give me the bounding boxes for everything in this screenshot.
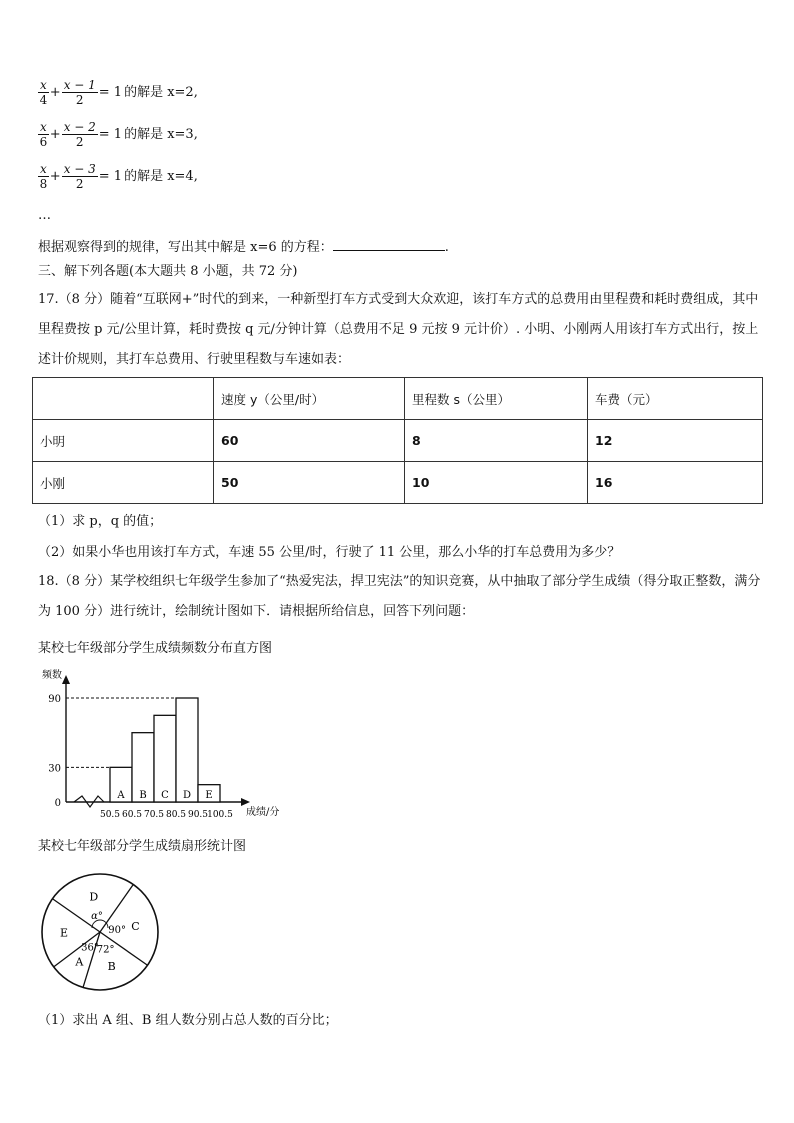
hist-bar-D xyxy=(176,698,198,802)
pie-angle-label: 36° xyxy=(81,942,99,954)
eq3-den1: 8 xyxy=(39,177,48,191)
eq3-den2: 2 xyxy=(75,177,84,191)
table-header-cell: 速度 y（公里/时） xyxy=(214,378,405,420)
q17-table xyxy=(32,377,763,504)
pie-slice-edge xyxy=(83,932,100,987)
eq1-num1: x xyxy=(40,78,47,92)
table-header-cell: 车费（元） xyxy=(588,378,763,420)
pie-angle-label: 90° xyxy=(108,924,127,936)
eq2-den1: 6 xyxy=(39,135,48,149)
eq2-rhs: = 1 xyxy=(98,126,123,142)
table-header-cell: 里程数 s（公里） xyxy=(405,378,588,420)
x-axis-label: 成绩/分 xyxy=(246,807,280,818)
pie-slice-B: B xyxy=(107,960,116,974)
rule-question-text: 根据观察得到的规律，写出其中解是 x=6 的方程： xyxy=(38,240,333,255)
pie-angle-label: α° xyxy=(91,910,103,922)
x-tick-label: 90.5 xyxy=(187,810,209,820)
histogram-title: 某校七年级部分学生成绩频数分布直方图 xyxy=(38,641,273,656)
eq1-tail: 的解是 x=2, xyxy=(124,84,198,100)
table-header-cell xyxy=(33,378,214,420)
equation-3: $\frac{x}{8}$ + $\frac{x - 3}{2}$ = 1 的解是 x=4, xyxy=(39,162,198,191)
table-row xyxy=(33,462,763,504)
ellipsis: … xyxy=(38,208,51,223)
q18-text: 18.（8 分）某学校组织七年级学生参加了“热爱宪法，捍卫宪法”的知识竞赛，从中抽取了部分学生成绩（得分取正整数，满分为 100 分）进行统计，绘制统计图如下．请根据所给信息，回答下列问题： xyxy=(38,574,761,619)
pie-chart xyxy=(38,870,168,995)
eq3-num2: x − 3 xyxy=(63,162,96,176)
pie-angle-label: 72° xyxy=(96,944,115,956)
y-tick-label: 30 xyxy=(48,763,61,775)
histogram-chart xyxy=(30,660,300,820)
eq2-tail: 的解是 x=3, xyxy=(124,126,198,142)
eq3-num1: x xyxy=(40,162,47,176)
pie-slice-E: E xyxy=(60,926,69,940)
q17-sub2: （2）如果小华也用该打车方式，车速 55 公里/时，行驶了 11 公里，那么小华的打车总费用为多少？ xyxy=(38,545,621,560)
x-tick-label: 100.5 xyxy=(207,810,233,820)
table-cell: 60 xyxy=(214,420,405,462)
pie-slice-A: A xyxy=(75,955,84,969)
y-tick-label: 0 xyxy=(54,798,61,809)
table-row xyxy=(33,420,763,462)
equation-2: $\frac{x}{6}$ + $\frac{x - 2}{2}$ = 1 的解是 x=3, xyxy=(39,120,198,149)
y-tick-label: 90 xyxy=(48,694,61,705)
table-cell: 12 xyxy=(588,420,763,462)
eq1-rhs: = 1 xyxy=(98,84,123,100)
q18-sub1: （1）求出 A 组、B 组人数分别占总人数的百分比； xyxy=(38,1013,338,1028)
rule-question-end: . xyxy=(444,240,449,255)
x-tick-label: 80.5 xyxy=(165,810,187,820)
q17-text: 17.（8 分）随着“互联网+”时代的到来，一种新型打车方式受到大众欢迎，该打车方式的总费用由里程费和耗时费组成，其中里程费按 p 元/公里计算，耗时费按 q 元/分钟计算（总费用不足 9 元按 9 元计价）. 小明、小刚两人用该打车方式出行，按上述计价规则，其打车总费用、行驶里程数与车速如表： xyxy=(38,292,759,367)
hist-bar-label: C xyxy=(161,790,169,801)
eq3-rhs: = 1 xyxy=(98,168,123,184)
eq3-tail: 的解是 x=4, xyxy=(124,168,198,184)
equation-1: $\frac{x}{4}$ + $\frac{x - 1}{2}$ = 1 的解是 x=2, xyxy=(39,78,198,107)
q17-sub1: （1）求 p，q 的值； xyxy=(38,514,163,529)
x-tick-label: 70.5 xyxy=(143,810,165,820)
table-cell: 16 xyxy=(588,462,763,504)
eq1-den1: 4 xyxy=(39,93,48,107)
table-cell: 小明 xyxy=(33,420,214,462)
eq1-den2: 2 xyxy=(75,93,84,107)
hist-bar-label: D xyxy=(182,790,192,801)
table-header-row xyxy=(33,378,763,420)
hist-bar-label: E xyxy=(205,790,213,801)
eq2-num1: x xyxy=(40,120,47,134)
rule-question xyxy=(38,238,449,257)
hist-bar-label: A xyxy=(117,790,125,801)
table-cell: 小刚 xyxy=(33,462,214,504)
eq2-den2: 2 xyxy=(75,135,84,149)
table-cell: 8 xyxy=(405,420,588,462)
x-tick-label: 50.5 xyxy=(99,810,121,820)
x-tick-label: 60.5 xyxy=(121,810,143,820)
eq2-num2: x − 2 xyxy=(63,120,96,134)
table-cell: 50 xyxy=(214,462,405,504)
section-title: 三、解下列各题(本大题共 8 小题，共 72 分) xyxy=(38,264,298,279)
eq1-num2: x − 1 xyxy=(63,78,96,92)
hist-bar-label: B xyxy=(139,790,147,801)
table-cell: 10 xyxy=(405,462,588,504)
pie-slice-D: D xyxy=(89,890,99,904)
hist-bar-C xyxy=(154,715,176,802)
y-axis-label: 频数 xyxy=(42,670,62,681)
answer-blank[interactable] xyxy=(333,238,445,251)
pie-slice-C: C xyxy=(131,919,140,933)
pie-title: 某校七年级部分学生成绩扇形统计图 xyxy=(38,839,247,854)
